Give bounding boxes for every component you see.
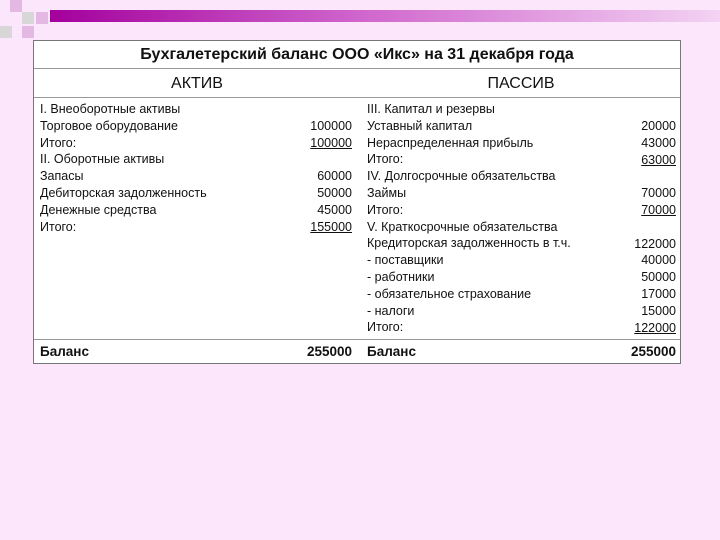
liability-label: - работники [367,269,435,284]
liability-value: 40000 [641,253,676,268]
liability-label: Нераспределенная прибыль [367,135,534,150]
liability-value: 17000 [641,286,676,301]
asset-values [296,118,352,236]
liability-total-value: 255000 [630,344,676,359]
asset-header: АКТИВ [171,75,223,92]
liability-total-label: Баланс [367,344,416,359]
asset-label: I. Внеоборотные активы [40,102,181,116]
header-gradient-bar [50,10,720,22]
liability-label: IV. Долгосрочные обязательства [367,169,556,184]
liability-value [612,219,676,236]
liability-value: 63000 [641,152,676,167]
liability-label: Итого: [367,152,404,167]
liability-label: - налоги [367,303,415,318]
asset-labels [40,101,295,235]
liability-value: 43000 [641,135,676,150]
liability-header: ПАССИВ [487,75,555,92]
liability-label: Итого: [367,202,404,217]
liability-value: 50000 [641,270,676,285]
asset-value: 100000 [310,119,352,133]
liability-value: 15000 [641,303,676,318]
totals-divider [34,339,680,340]
asset-label: Денежные средства [40,202,157,217]
liability-label: Кредиторская задолженность в т.ч. [367,236,571,251]
asset-label: Торговое оборудование [40,118,178,133]
asset-value: 50000 [317,186,352,201]
liability-labels [367,101,612,336]
asset-label: Запасы [40,169,84,184]
balance-sheet [33,40,681,364]
asset-value: 155000 [310,219,352,234]
liability-label: Итого: [367,320,404,335]
liability-value: 70000 [641,202,676,217]
liability-label: - поставщики [367,253,444,268]
liability-value: 122000 [634,320,676,335]
header-divider [34,97,680,98]
asset-label: II. Оборотные активы [40,152,165,167]
liability-label: Уставный капитал [367,118,473,133]
liability-value [612,168,676,185]
asset-value: 45000 [317,202,352,217]
asset-value: 60000 [317,169,352,184]
asset-total-value: 255000 [306,344,352,359]
asset-label: Дебиторская задолженность [40,185,207,200]
asset-label: Итого: [40,219,77,234]
liability-label: Займы [367,185,407,200]
liability-value: 70000 [641,186,676,201]
liability-value: 122000 [634,236,676,251]
liability-label: - обязательное страхование [367,286,532,301]
asset-value: 100000 [310,135,352,150]
liability-label: III. Капитал и резервы [367,102,495,116]
liability-label: V. Краткосрочные обязательства [367,219,558,234]
liability-values [612,118,676,336]
asset-label: Итого: [40,135,77,150]
asset-value [296,152,352,169]
sheet-title: Бухгалетерский баланс ООО «Икс» на 31 декабря года [34,41,680,69]
asset-total-label: Баланс [40,344,89,359]
liability-value: 20000 [641,119,676,133]
